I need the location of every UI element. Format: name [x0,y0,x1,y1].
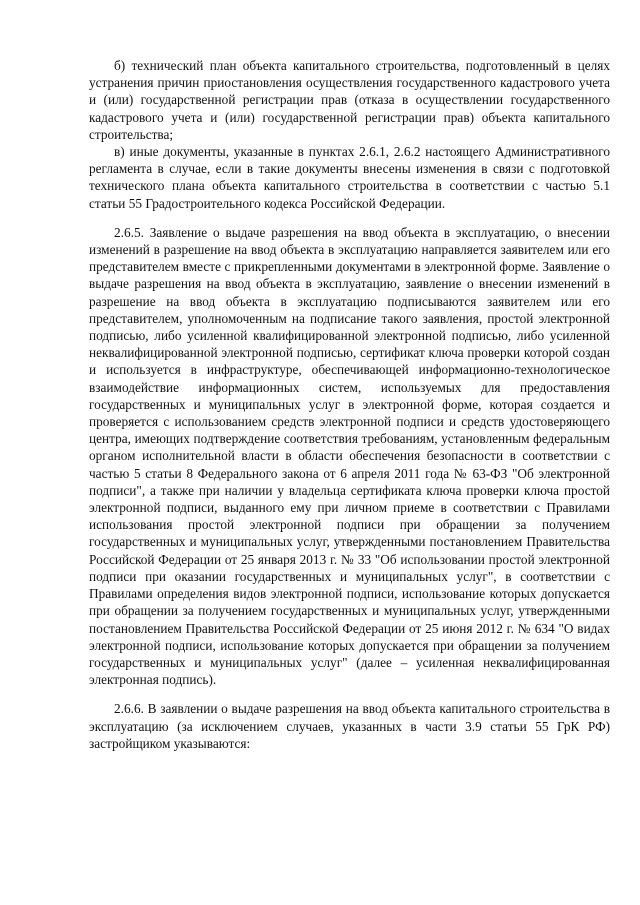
paragraph-gap [89,688,610,700]
paragraph-item-v: в) иные документы, указанные в пунктах 2.6.1, 2.6.2 настоящего Административного регламента в случае, если в такие документы внесены изменения в связи с подготовкой технического плана объекта капитального строительства в соответствии с частью 5.1 статьи 55 Градостроительного кодекса Российской Федерации. [89,144,610,211]
paragraph-2-6-6: 2.6.6. В заявлении о выдаче разрешения на ввод объекта капитального строительства в эксплуатацию (за исключением случаев, указанных в части 3.9 статьи 55 ГрК РФ) застройщиком указываются: [89,701,610,751]
paragraph-item-b: б) технический план объекта капитального строительства, подготовленный в целях устранения причин приостановления осуществления государственного кадастрового учета и (или) государственной регистрации прав (отказа в осуществлении государственного кадастрового учета и (или) государственной регистрации прав) объекта капитального строительства; [89,58,610,142]
paragraph-gap [89,212,610,224]
paragraph-2-6-5: 2.6.5. Заявление о выдаче разрешения на ввод объекта в эксплуатацию, о внесении изменений в разрешение на ввод объекта в эксплуатацию направляется заявителем или его представителем вместе с прикрепленными документами в электронной форме. Заявление о выдаче разрешения на ввод объекта в эксплуатацию, заявление о внесении изменений в разрешение на ввод объекта в эксплуатацию подписываются заявителем или его представителем, уполномоченным на подписание такого заявления, простой электронной подписью, либо усиленной квалифицированной электронной подписью, либо усиленной неквалифицированной электронной подписью, сертификат ключа проверки которой создан и используется в инфраструктуре, обеспечивающей информационно-технологическое взаимодействие информационных систем, используемых для предоставления государственных и муниципальных услуг в электронной форме, которая создается и проверяется с использованием средств электронной подписи и средств удостоверяющего центра, имеющих подтверждение соответствия требованиям, установленным федеральным органом исполнительной власти в области обеспечения безопасности в соответствии с частью 5 статьи 8 Федерального закона от 6 апреля 2011 года № 63-ФЗ "Об электронной подписи", а также при наличии у владельца сертификата ключа проверки ключа простой электронной подписи, выданного ему при личном приеме в соответствии с Правилами использования простой электронной подписи при обращении за получением государственных и муниципальных услуг, утвержденными постановлением Правительства Российской Федерации от 25 января 2013 г. № 33 "Об использовании простой электронной подписи при оказании государственных и муниципальных услуг", в соответствии с Правилами определения видов электронной подписи, использование которых допускается при обращении за получением государственных и муниципальных услуг, утвержденными постановлением Правительства Российской Федерации от 25 июня 2012 г. № 634 "О видах электронной подписи, использование которых допускается при обращении за получением государственных и муниципальных услуг" (далее – усиленная неквалифицированная электронная подпись). [89,224,610,688]
